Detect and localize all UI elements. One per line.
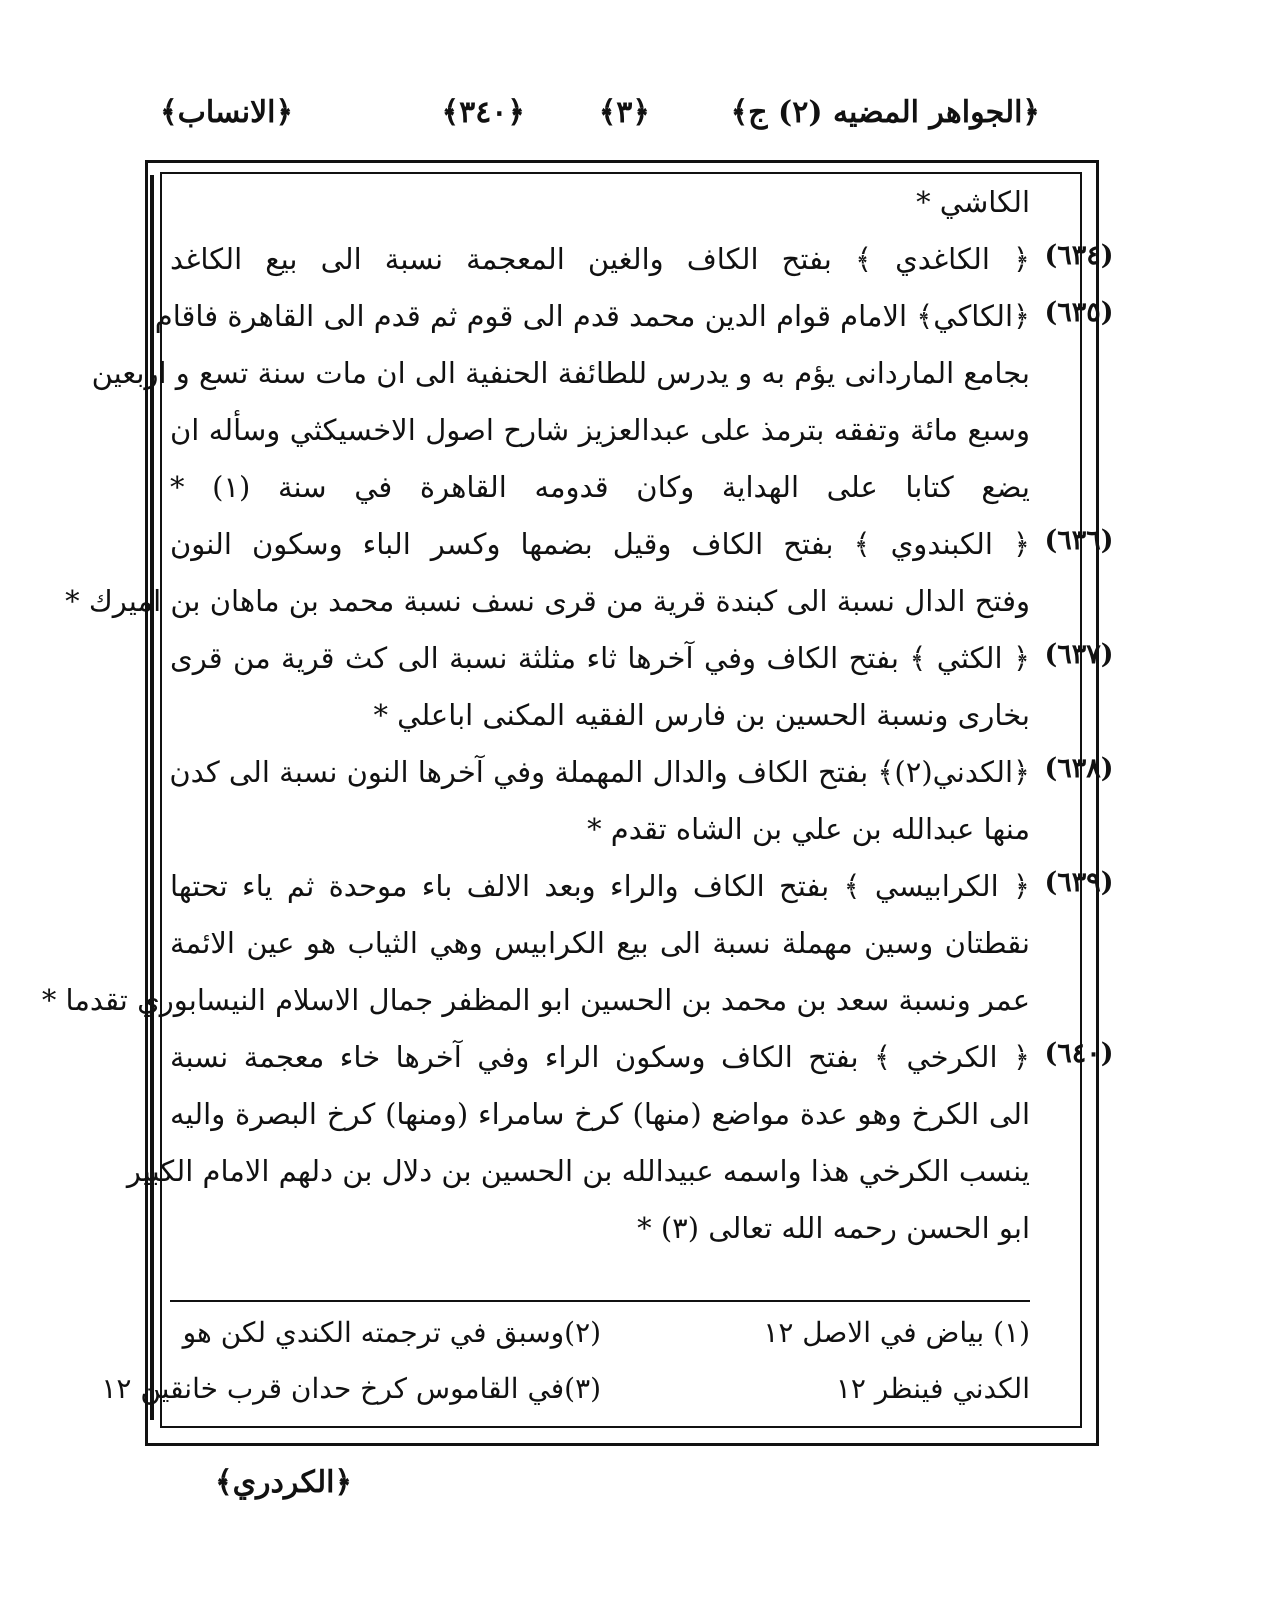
- entry-number: (٦٣٧): [1044, 639, 1114, 670]
- body-line: ﴿الكدني(٢)﴾ بفتح الكاف والدال المهملة وفي آخرها النون نسبة الى كدن: [169, 755, 1030, 789]
- body-line: بخارى ونسبة الحسين بن فارس الفقيه المكنى اباعلي *: [373, 698, 1030, 732]
- entry-number: (٦٣٨): [1044, 753, 1114, 784]
- body-line: ﴿ الكثي ﴾ بفتح الكاف وفي آخرها ثاء مثلثة نسبة الى كث قرية من قرى: [170, 641, 1030, 675]
- page-number: ﴿٣٤٠﴾: [441, 95, 525, 130]
- body-line: منها عبدالله بن علي بن الشاه تقدم *: [587, 812, 1030, 846]
- body-line: ينسب الكرخي هذا واسمه عبيدالله بن الحسين بن دلال بن دلهم الامام الكبير: [126, 1154, 1030, 1188]
- body-line: ﴿ الكرابيسي ﴾ بفتح الكاف والراء وبعد الالف باء موحدة ثم ياء تحتها: [170, 869, 1030, 903]
- body-line: ﴿ الكاغدي ﴾ بفتح الكاف والغين المعجمة نسبة الى بيع الكاغد: [170, 242, 1030, 276]
- page-header: [160, 95, 1040, 147]
- entry-number: (٦٤٠): [1044, 1038, 1114, 1069]
- body-line: وفتح الدال نسبة الى كبندة قرية من قرى نسف نسبة محمد بن ماهان بن اميرك *: [65, 584, 1030, 618]
- footnote-line: [170, 1312, 1030, 1354]
- body-line: الى الكرخ وهو عدة مواضع (منها) كرخ سامراء (ومنها) كرخ البصرة واليه: [170, 1097, 1030, 1131]
- body-line: ﴿ الكبندوي ﴾ بفتح الكاف وقيل بضمها وكسر الباء وسكون النون: [170, 527, 1030, 561]
- entry-number: (٦٣٩): [1044, 867, 1114, 898]
- footnote-3: (٣)في القاموس كرخ حدان قرب خانقين ١٢: [101, 1372, 602, 1405]
- footnote-2: (٢)وسبق في ترجمته الكندي لكن هو: [182, 1316, 602, 1349]
- body-line: عمر ونسبة سعد بن محمد بن الحسين ابو المظفر جمال الاسلام النيسابوري تقدما *: [41, 983, 1030, 1017]
- catchword: ﴿الكردري﴾: [215, 1465, 353, 1500]
- body-line: يضع كتابا على الهداية وكان قدومه القاهرة في سنة (١) *: [170, 470, 1030, 504]
- body-line: بجامع الماردانى يؤم به و يدرس للطائفة الحنفية الى ان مات سنة تسع و اربعين: [91, 356, 1030, 390]
- footnote-line: [101, 1368, 1030, 1410]
- footnote-1: (١) بياض في الاصل ١٢: [763, 1316, 1030, 1349]
- footnote-divider: [170, 1300, 1030, 1302]
- body-line: ﴿الكاكي﴾ الامام قوام الدين محمد قدم الى قوم ثم قدم الى القاهرة فاقام: [154, 299, 1030, 333]
- volume-marker: ﴿٣﴾: [598, 95, 650, 130]
- body-line: ابو الحسن رحمه الله تعالى (٣) *: [637, 1211, 1030, 1245]
- entry-number: (٦٣٦): [1044, 525, 1114, 556]
- body-line: ﴿ الكرخي ﴾ بفتح الكاف وسكون الراء وفي آخرها خاء معجمة نسبة: [170, 1040, 1030, 1074]
- book-title: ﴿الجواهر المضيه (٢) ج﴾: [730, 95, 1040, 130]
- entry-number: (٦٣٥): [1044, 297, 1114, 328]
- entry-number: (٦٣٤): [1044, 240, 1114, 271]
- body-line: نقطتان وسين مهملة نسبة الى بيع الكرابيس وهي الثياب هو عين الائمة: [170, 926, 1030, 960]
- body-line: وسبع مائة وتفقه بترمذ على عبدالعزيز شارح اصول الاخسيكثي وسأله ان: [170, 413, 1030, 447]
- section-title: ﴿الانساب﴾: [160, 95, 294, 130]
- footnote-2-cont: الكدني فينظر ١٢: [835, 1372, 1030, 1405]
- body-line: الكاشي *: [916, 185, 1030, 219]
